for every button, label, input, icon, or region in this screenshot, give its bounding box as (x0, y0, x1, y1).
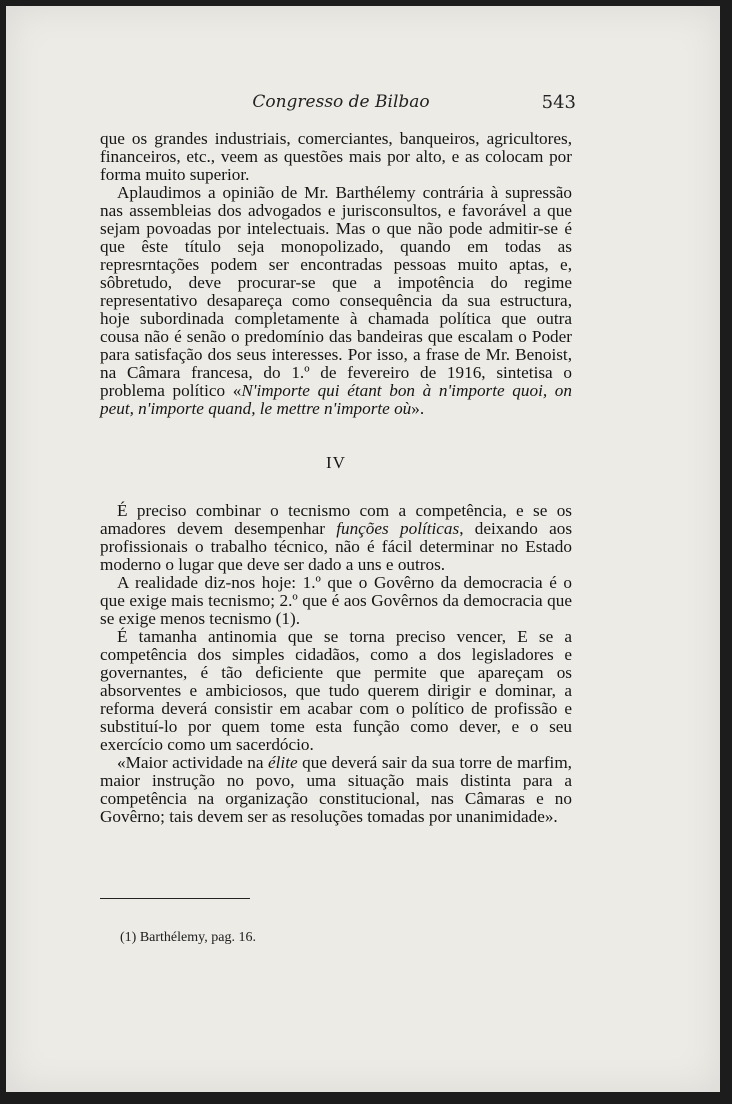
paragraph-3-end: , deixando aos profissionais o trabalho técnico, não é fácil determinar no Estado moderno o lugar que deve ser dado a uns e outros. (100, 519, 573, 574)
paragraph-6 (100, 754, 572, 826)
page-header (106, 92, 576, 118)
paragraph-4: A realidade diz-nos hoje: 1.º que o Govêrno da democracia é o que exige mais tecnismo; 2.º que é aos Govêrnos da democracia que se exige menos tecnismo (1). (100, 573, 572, 628)
running-title: Congresso de Bilbao (252, 92, 430, 112)
footnote: (1) Barthélemy, pag. 16. (120, 930, 256, 945)
page-number: 543 (541, 92, 576, 113)
section-heading: IV (326, 453, 346, 472)
paragraph-3 (100, 502, 572, 574)
footnote-divider (100, 898, 250, 899)
french-quote: N'importe qui étant bon à n'importe quoi, on peut, n'importe quand, le mettre n'importe où (100, 381, 572, 418)
paragraph-2 (100, 184, 572, 418)
paragraph-1: que os grandes industriais, comerciantes, banqueiros, agricultores, financeiros, etc., veem as questões mais por alto, e as colocam por forma muito superior. (100, 129, 572, 184)
italic-word: élite (268, 753, 298, 772)
paragraph-2-text: Aplaudimos a opinião de Mr. Barthélemy contrária à supressão nas assembleias dos advogados e jurisconsultos, e favorável a que sejam povoadas por intelectuais. Mas o que não pode admitir-se é que êste título seja monopolizado, quando em todas as represrntações podem ser encontradas pessoas muito aptas, e, sôbretudo, deve procurar-se que a impotência do regime representativo desapareça como consequência da sua estructura, hoje subordinada completamente à chamada política que outra cousa não é senão o predomínio das bandeiras que escalam o Poder para satisfação dos seus interesses. Por isso, a frase de Mr. Benoist, na Câmara francesa, do 1.º de fevereiro de 1916, sintetisa o problema político « (100, 183, 572, 400)
paragraph-6-end: que deverá sair da sua torre de marfim, maior instrução no povo, uma situação mais distinta para a competência na organização constitucional, nas Câmaras e no Govêrno; tais devem ser as resoluções tomadas por unanimidade». (100, 753, 572, 826)
paragraph-5: É tamanha antinomia que se torna preciso vencer, E se a competência dos simples cidadãos, como a dos legisladores e governantes, é tão deficiente que permite que apareçam os absorventes e ambiciosos, que tudo querem dirigir e dominar, a reforma deverá consistir em acabar com o político de profissão e substituí-lo por quem tome esta função como dever, e o seu exercício como um sacerdócio. (100, 627, 572, 754)
paragraph-2-end: ». (411, 399, 425, 418)
body-text (100, 130, 572, 826)
paragraph-3-text: É preciso combinar o tecnismo com a competência, e se os amadores devem desempenhar (100, 501, 572, 538)
paragraph-6-text: «Maior actividade na (117, 753, 269, 772)
italic-phrase: funções políticas (336, 519, 460, 538)
